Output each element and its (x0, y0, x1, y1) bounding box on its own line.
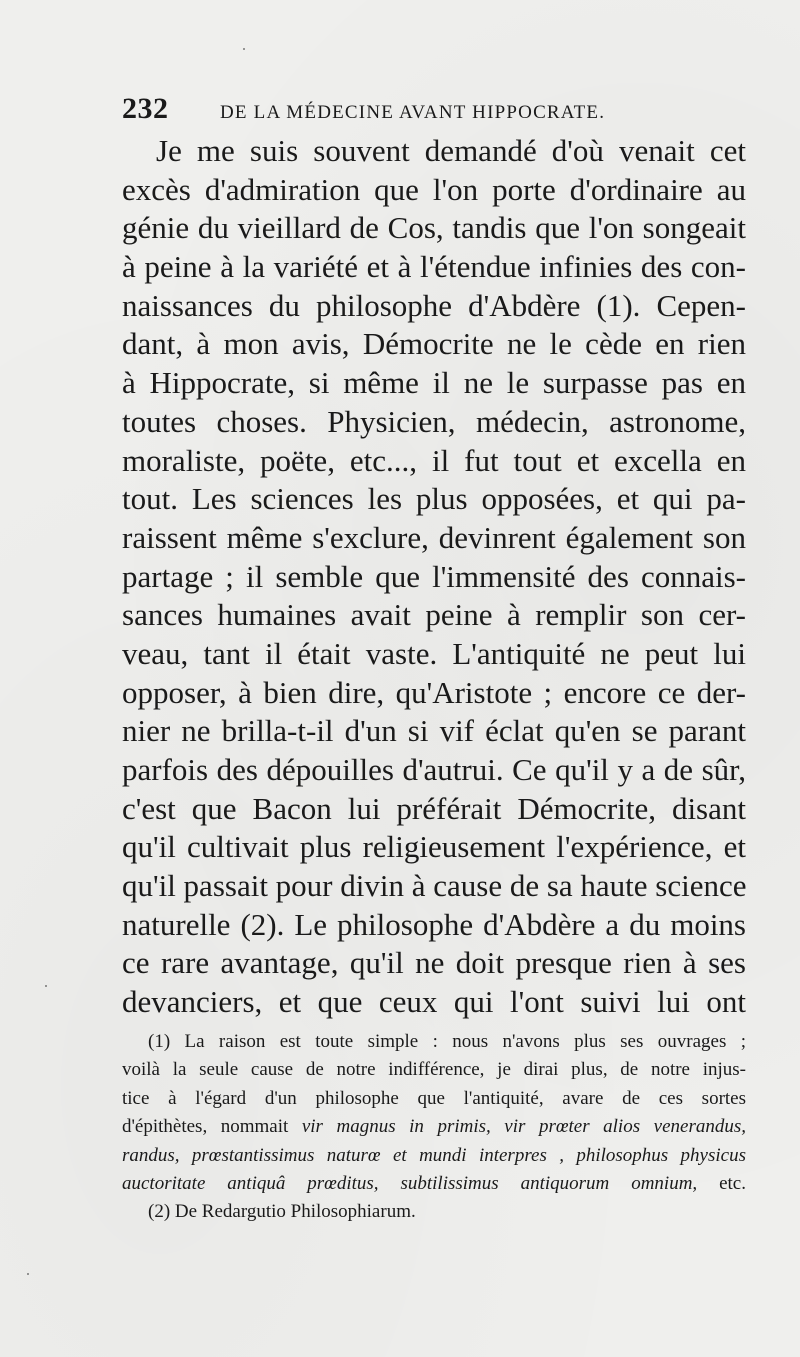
text-line: opposer, à bien dire, qu'Aristote ; encore ce der- (122, 674, 746, 710)
text-line: excès d'admiration que l'on porte d'ordinaire au (122, 171, 746, 207)
text-line: devanciers, et que ceux qui l'ont suivi lui ont (122, 984, 746, 1020)
footnote-1-line: voilà la seule cause de notre indifférence, je dirai plus, de notre injus- (122, 1059, 746, 1081)
text-line: moraliste, poëte, etc..., il fut tout et excella en (122, 442, 746, 478)
footnote-1-line (122, 1113, 746, 1141)
text-line: dant, à mon avis, Démocrite ne le cède en rien (122, 326, 746, 362)
text-line: Je me suis souvent demandé d'où venait cet (156, 133, 746, 168)
text-line: sances humaines avait peine à remplir son cer- (122, 597, 746, 633)
text-line: naissances du philosophe d'Abdère (1). Cepen- (122, 287, 746, 323)
text-line: à peine à la variété et à l'étendue infinies des con- (122, 249, 746, 285)
text-line: c'est que Bacon lui préférait Démocrite, disant (122, 790, 746, 826)
footnote-1-text: d'épithètes, nommait (122, 1116, 302, 1138)
footnote-1-line (122, 1170, 746, 1198)
footnote-1-line: (1) La raison est toute simple : nous n'avons plus ses ouvrages ; (148, 1031, 746, 1052)
page-header (122, 92, 762, 132)
text-line: naturelle (2). Le philosophe d'Abdère a du moins (122, 906, 746, 942)
text-line: nier ne brilla-t-il d'un si vif éclat qu'en se parant (122, 713, 746, 749)
text-line: à Hippocrate, si même il ne le surpasse pas en (122, 365, 746, 401)
paper-speck (243, 48, 245, 50)
text-line: tout. Les sciences les plus opposées, et qui pa- (122, 481, 746, 517)
text-line: génie du vieillard de Cos, tandis que l'on songeait (122, 210, 746, 246)
page-number: 232 (122, 92, 169, 125)
main-text (122, 132, 746, 1022)
footnote-1-text: etc. (697, 1172, 746, 1194)
text-line: toutes choses. Physicien, médecin, astronome, (122, 403, 746, 439)
text-line: raissent même s'exclure, devinrent également son (122, 519, 746, 555)
running-head: DE LA MÉDECINE AVANT HIPPOCRATE. (220, 102, 606, 123)
paper-speck (45, 985, 47, 987)
text-line: qu'il cultivait plus religieusement l'expérience, et (122, 829, 746, 865)
paper-speck (27, 1273, 29, 1275)
text-line: veau, tant il était vaste. L'antiquité ne peut lui (122, 635, 746, 671)
text-line: parfois des dépouilles d'autrui. Ce qu'il y a de sûr, (122, 752, 746, 787)
footnotes (122, 1028, 746, 1227)
footnote-1-latin: randus, prœstantissimus naturœ et mundi interpres , philosophus physicus (122, 1144, 746, 1166)
footnote-1-latin: auctoritate antiquâ prœditus, subtilissimus antiquorum omnium, (122, 1172, 698, 1194)
footnote-1-line (122, 1142, 746, 1170)
text-line: ce rare avantage, qu'il ne doit presque rien à ses (122, 945, 746, 981)
text-line: qu'il passait pour divin à cause de sa haute science (122, 868, 747, 904)
text-line: partage ; il semble que l'immensité des connais- (122, 558, 746, 594)
footnote-2-line: (2) De Redargutio Philosophiarum. (148, 1201, 416, 1223)
footnote-1-latin: vir magnus in primis, vir prœter alios venerandus, (301, 1116, 746, 1138)
footnote-1-line: tice à l'égard d'un philosophe que l'antiquité, avare de ces sortes (122, 1087, 746, 1109)
